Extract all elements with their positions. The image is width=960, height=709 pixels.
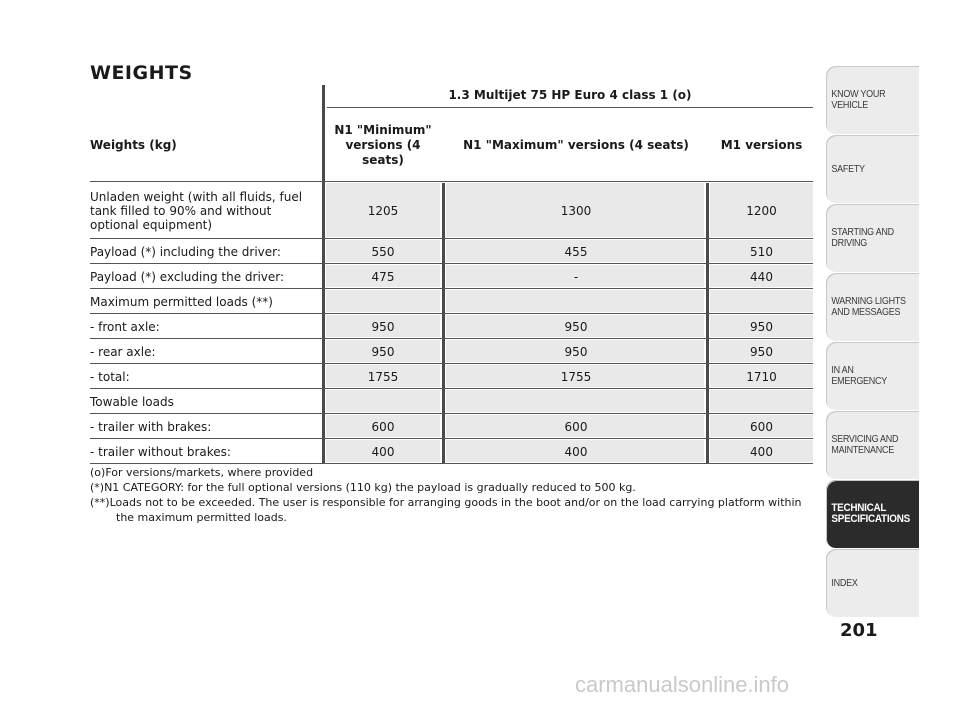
col1-header: N1 "Minimum" versions (4 seats) [334, 122, 432, 167]
cell-value: 600 [371, 420, 395, 434]
tab-label: SAFETY [831, 163, 865, 175]
tab-technical-specifications[interactable] [826, 480, 919, 548]
cell-value: - [573, 270, 579, 284]
row-header: Weights (kg) [90, 138, 177, 152]
tab-warning-lights-and-messages[interactable] [826, 273, 919, 341]
cell-value: 1300 [560, 204, 592, 218]
col2-header: N1 "Maximum" versions (4 seats) [463, 137, 689, 152]
table-row [90, 390, 813, 414]
table-row [90, 365, 813, 389]
cell-value: 600 [564, 420, 588, 434]
divider [90, 413, 813, 414]
footnote: (**)Loads not to be exceeded. The user is responsible for arranging goods in the boot and/or on the load carrying platform within the maximum permitted loads. [90, 496, 802, 524]
cell-value [710, 290, 813, 314]
cell-value: 1200 [746, 204, 777, 218]
cell-value: 475 [371, 270, 395, 284]
tab-in-an-emergency[interactable] [826, 342, 919, 410]
divider [90, 313, 813, 314]
row-label: - total: [90, 370, 130, 384]
row-label: - trailer with brakes: [90, 420, 212, 434]
row-label: - front axle: [90, 320, 160, 334]
watermark: carmanualsonline.info [575, 672, 790, 697]
table-row [90, 340, 813, 364]
row-label: - trailer without brakes: [90, 445, 231, 459]
cell-value: 1755 [367, 370, 399, 384]
divider [90, 238, 813, 239]
cell-value: 950 [371, 320, 395, 334]
tab-know-your-vehicle[interactable] [826, 66, 919, 134]
page-title: WEIGHTS [90, 62, 193, 84]
tab-label: TECHNICAL SPECIFICATIONS [831, 502, 910, 525]
cell-value: 600 [750, 420, 773, 434]
tab-starting-and-driving[interactable] [826, 204, 919, 272]
engine-header-row [90, 88, 813, 104]
cell-value: 950 [371, 345, 395, 359]
row-label: Towable loads [90, 395, 174, 409]
tab-label: KNOW YOUR VEHICLE [831, 89, 886, 111]
cell-value: 1205 [367, 204, 399, 218]
divider [90, 388, 813, 389]
cell-value: 950 [750, 345, 773, 359]
col3-header: M1 versions [720, 137, 803, 152]
cell-value [327, 290, 439, 314]
divider [90, 363, 813, 364]
cell-value: 440 [750, 270, 773, 284]
row-label: Unladen weight (with all fluids, fuel tank filled to 90% and without optional equipment) [90, 190, 303, 232]
column-header-row [90, 109, 813, 181]
cell-value: 455 [564, 245, 588, 259]
tab-servicing-and-maintenance[interactable] [826, 411, 919, 479]
table-row [90, 183, 813, 239]
divider [327, 107, 813, 108]
cell-value [448, 390, 704, 414]
cell-value: 950 [750, 320, 773, 334]
table-row [90, 315, 813, 339]
row-label: - rear axle: [90, 345, 156, 359]
cell-value: 400 [564, 445, 588, 459]
footnote: (o)For versions/markets, where provided [90, 466, 314, 479]
cell-value: 510 [750, 245, 773, 259]
cell-value: 550 [371, 245, 395, 259]
tab-index[interactable] [826, 549, 919, 617]
row-label: Maximum permitted loads (**) [90, 295, 273, 309]
cell-value [448, 290, 704, 314]
footnotes [90, 465, 813, 525]
tab-safety[interactable] [826, 135, 919, 203]
cell-value: 1755 [560, 370, 592, 384]
table-row [90, 240, 813, 264]
tab-label: IN AN EMERGENCY [831, 365, 887, 387]
cell-value: 400 [750, 445, 773, 459]
cell-value: 950 [564, 320, 588, 334]
cell-value: 950 [564, 345, 588, 359]
table-row [90, 440, 813, 464]
footnote: (*)N1 CATEGORY: for the full optional versions (110 kg) the payload is gradually reduced to 500 kg. [90, 481, 636, 494]
divider [90, 181, 813, 182]
row-label: Payload (*) excluding the driver: [90, 270, 285, 284]
row-label: Payload (*) including the driver: [90, 245, 281, 259]
divider [90, 288, 813, 289]
table-row [90, 265, 813, 289]
tab-label: STARTING AND DRIVING [831, 227, 894, 249]
page-number: 201 [840, 620, 878, 641]
cell-value: 1710 [746, 370, 777, 384]
cell-value: 400 [371, 445, 395, 459]
divider [90, 263, 813, 264]
divider [90, 338, 813, 339]
tab-label: SERVICING AND MAINTENANCE [831, 434, 899, 456]
divider [90, 463, 813, 464]
engine-header: 1.3 Multijet 75 HP Euro 4 class 1 (o) [448, 88, 692, 102]
tab-label: WARNING LIGHTS AND MESSAGES [831, 296, 906, 318]
tab-label: INDEX [831, 577, 858, 589]
table-row [90, 290, 813, 314]
cell-value [327, 390, 439, 414]
divider [90, 438, 813, 439]
cell-value [710, 390, 813, 414]
table-row [90, 415, 813, 439]
